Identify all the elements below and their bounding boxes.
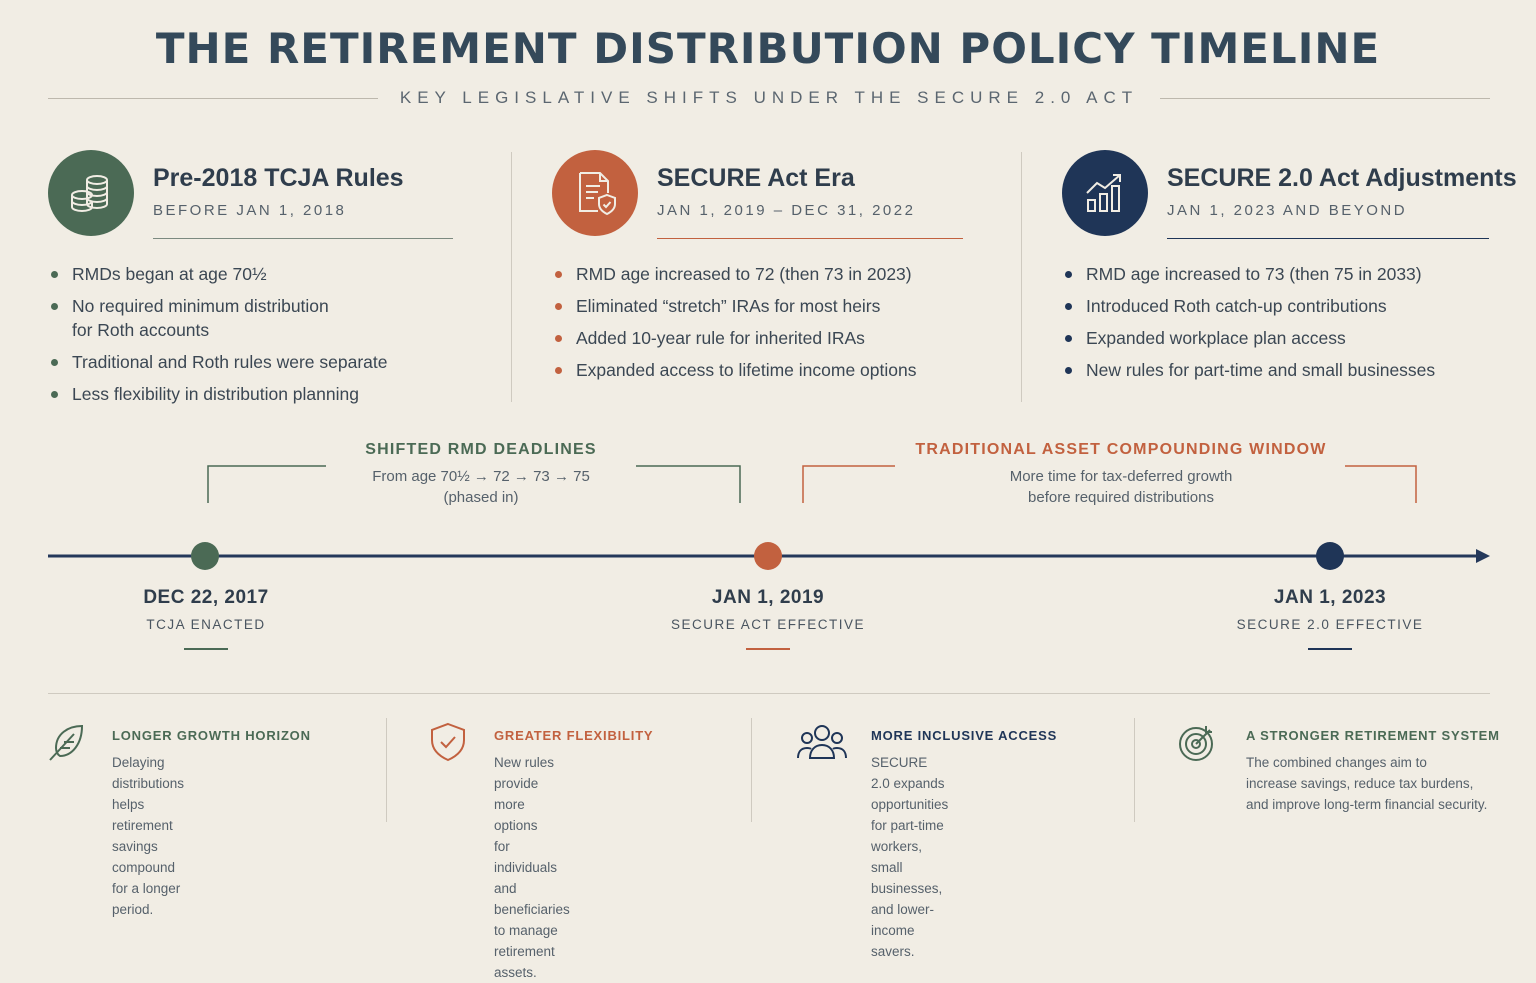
bracket-body	[331, 466, 631, 508]
bracket-title: TRADITIONAL ASSET COMPOUNDING WINDOW	[915, 441, 1327, 458]
list-item: Traditional and Roth rules were separate	[48, 350, 428, 374]
footer-heading: LONGER GROWTH HORIZON	[112, 728, 311, 743]
list-item: RMDs began at age 70½	[48, 262, 348, 286]
milestone-date: DEC 22, 2017	[143, 587, 269, 608]
bracket-body-line: More time for tax-deferred growth	[1009, 468, 1233, 485]
footer-divider	[751, 718, 752, 822]
timeline-marker-secure-2-0	[1316, 542, 1344, 570]
bracket-rmd-deadlines-left	[208, 466, 326, 503]
footer-line: and improve long-term financial security.	[1246, 797, 1488, 812]
list-item: Less flexibility in distribution planning	[48, 382, 428, 406]
footer-body	[494, 752, 570, 983]
bracket-body	[900, 466, 1342, 508]
footer-line: for individuals and beneficiaries	[494, 839, 570, 917]
list-item: Expanded workplace plan access	[1062, 326, 1482, 350]
list-item: No required minimum distribution for Roth accounts	[48, 294, 348, 342]
footer-body	[112, 752, 184, 920]
bracket-rmd-deadlines-right	[636, 466, 740, 503]
list-item: Introduced Roth catch-up contributions	[1062, 294, 1482, 318]
footer-heading: A STRONGER RETIREMENT SYSTEM	[1246, 728, 1500, 743]
footer-line: and lower-income savers.	[871, 902, 935, 959]
milestone-underline	[184, 648, 228, 650]
era-title: SECURE Act Era	[657, 164, 855, 192]
footer-line: SECURE 2.0 expands opportunities	[871, 755, 949, 812]
bracket-body-line: before required distributions	[1028, 489, 1214, 506]
footer-line: increase savings, reduce tax burdens,	[1246, 776, 1474, 791]
footer-line: for a longer period.	[112, 881, 181, 917]
list-item: New rules for part-time and small businesses	[1062, 358, 1482, 382]
era-date: JAN 1, 2019 – DEC 31, 2022	[657, 202, 916, 219]
footer-divider	[1134, 718, 1135, 822]
milestone-date: JAN 1, 2019	[711, 587, 825, 608]
shield-check-icon	[428, 722, 468, 762]
footer-body	[871, 752, 948, 962]
era-title: SECURE 2.0 Act Adjustments	[1167, 164, 1517, 192]
era-date: JAN 1, 2023 AND BEYOND	[1167, 202, 1408, 219]
target-icon	[1176, 722, 1216, 762]
leaf-icon	[48, 722, 88, 762]
page-subtitle: KEY LEGISLATIVE SHIFTS UNDER THE SECURE 2.0 ACT	[399, 88, 1139, 107]
bracket-title: SHIFTED RMD DEADLINES	[365, 441, 597, 458]
footer-line: Delaying distributions helps	[112, 755, 185, 812]
list-item: Added 10-year rule for inherited IRAs	[552, 326, 972, 350]
footer-line: retirement savings compound	[112, 818, 176, 875]
timeline-marker-secure	[754, 542, 782, 570]
footer-line: to manage retirement assets.	[494, 923, 558, 980]
bracket-compounding-right	[1345, 466, 1416, 503]
footer-divider	[386, 718, 387, 822]
list-item: Eliminated “stretch” IRAs for most heirs	[552, 294, 972, 318]
era-title: Pre-2018 TCJA Rules	[153, 164, 404, 192]
footer-body	[1246, 752, 1536, 815]
people-icon	[796, 722, 848, 762]
list-item: RMD age increased to 73 (then 75 in 2033)	[1062, 262, 1482, 286]
footer-line: The combined changes aim to	[1246, 755, 1427, 770]
footer-heading: GREATER FLEXIBILITY	[494, 728, 654, 743]
page-title: THE RETIREMENT DISTRIBUTION POLICY TIMELINE	[155, 24, 1381, 73]
list-item: RMD age increased to 72 (then 73 in 2023)	[552, 262, 972, 286]
list-item: Expanded access to lifetime income options	[552, 358, 972, 382]
milestone-date: JAN 1, 2023	[1273, 587, 1387, 608]
milestone-label: TCJA ENACTED	[146, 617, 266, 632]
footer-line: New rules provide more options	[494, 755, 555, 833]
bracket-compounding-left	[803, 466, 895, 503]
bracket-body-line: (phased in)	[443, 489, 519, 506]
timeline-arrowhead	[1476, 549, 1490, 563]
footer-line: for part-time workers, small businesses,	[871, 818, 944, 896]
bracket-body-line: From age 70½ → 72 → 73 → 75	[372, 468, 590, 485]
milestone-label: SECURE ACT EFFECTIVE	[670, 617, 866, 632]
milestone-label: SECURE 2.0 EFFECTIVE	[1236, 617, 1424, 632]
footer-rule	[48, 693, 1490, 694]
timeline-marker-tcja	[191, 542, 219, 570]
milestone-underline	[1308, 648, 1352, 650]
milestone-underline	[746, 648, 790, 650]
era-date: BEFORE JAN 1, 2018	[153, 202, 347, 219]
footer-heading: MORE INCLUSIVE ACCESS	[871, 728, 1058, 743]
